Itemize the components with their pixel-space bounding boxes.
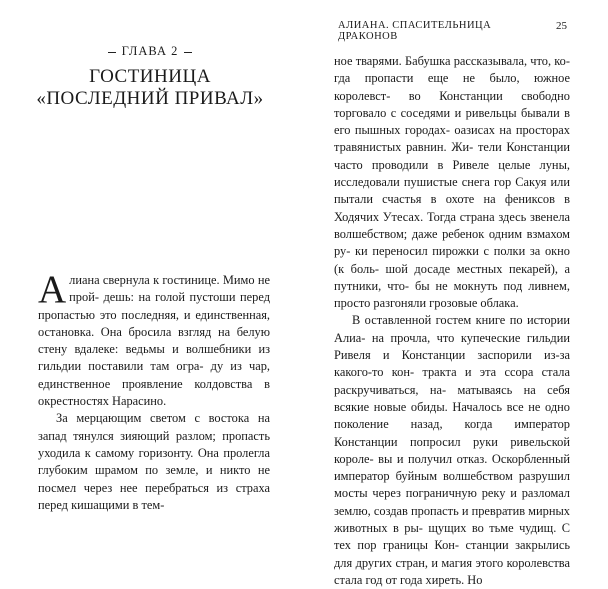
chapter-label-dash-right xyxy=(184,52,192,53)
right-paragraph-2: В оставленной гостем книге по истории Алиа- на прочла, что купеческие гильдии Ривеля и Констанции заспорили из-за какого-то кон- тракта и эта ссора стала раскручиваться, на- матываясь на себя всякие новые обиды. Началось все не одно поколение назад, когда император Констанции попросил руки ривельской короле- вы и получил отказ. Оскорбленный император буйным волшебством разрушил мосты через пограничную реку и разломал землю, создав пропасть и превратив мирных животных в ры- щущих во тьме чудищ. С тех пор границы Кон- станции закрылись для других стран, и магия этого королевства стала год от года хиреть. Но xyxy=(334,313,570,587)
pagoda-building-illustration xyxy=(68,128,230,256)
left-paragraph-1-text: лиана свернула к гостинице. Мимо не прой- дешь: на голой пустоши перед пропастью это последняя, и единственная, остановка. Она бросила взгляд на белую стену вдалеке: ведьмы и волшебники из гильдии поставили там огра- ду из чар, единственное проявление колдовства в окрестностях Нарасино. xyxy=(38,273,270,409)
chapter-title-line2: «ПОСЛЕДНИЙ ПРИВАЛ» xyxy=(36,88,264,109)
page-number: 25 xyxy=(556,20,567,32)
chapter-label-dash-left xyxy=(108,52,116,53)
chapter-title-line1: ГОСТИНИЦА xyxy=(89,66,211,87)
running-head: АЛИАНА. СПАСИТЕЛЬНИЦА ДРАКОНОВ xyxy=(338,20,492,42)
left-paragraph-2: За мерцающим светом с востока на запад тянулся зияющий разлом; пропасть уходила к самому горизонту. Она пролегла глубоким шрамом по земле, и никто не посмел через нее перебраться из страха перед кишащими в тем- xyxy=(38,411,270,512)
left-page-body xyxy=(38,268,270,514)
drop-cap: А xyxy=(38,268,67,311)
chapter-label xyxy=(0,44,300,59)
right-page-body xyxy=(334,53,570,589)
left-paragraph-1 xyxy=(38,268,270,410)
illustration-svg xyxy=(68,128,230,256)
chapter-label-text: ГЛАВА 2 xyxy=(121,44,179,58)
left-page xyxy=(0,0,300,512)
chapter-title xyxy=(0,66,300,110)
right-paragraph-1: ное тварями. Бабушка рассказывала, что, ко- гда пропасти еще не было, южное королевст- во Констанции свободно торговало с соседями и ривельцы бывали в его пышных городах- оазисах на просторах травянистых равнин. Жи- тели Констанции часто проводили в Ривеле целые луны, исследовали пушистые снега гор Сакуя или пытали счастья в охоте на фениксов в Ходячих Утесах. Тогда страна здесь звенела волшебством; даже ребенок одним взмахом ру- ки переносил пирожки с полки за окно (к боль- шой досаде местных пекарей), а путники, что- бы не мокнуть под ливнем, просто разгоняли грозовые облака. xyxy=(334,54,570,311)
right-page xyxy=(300,0,608,587)
